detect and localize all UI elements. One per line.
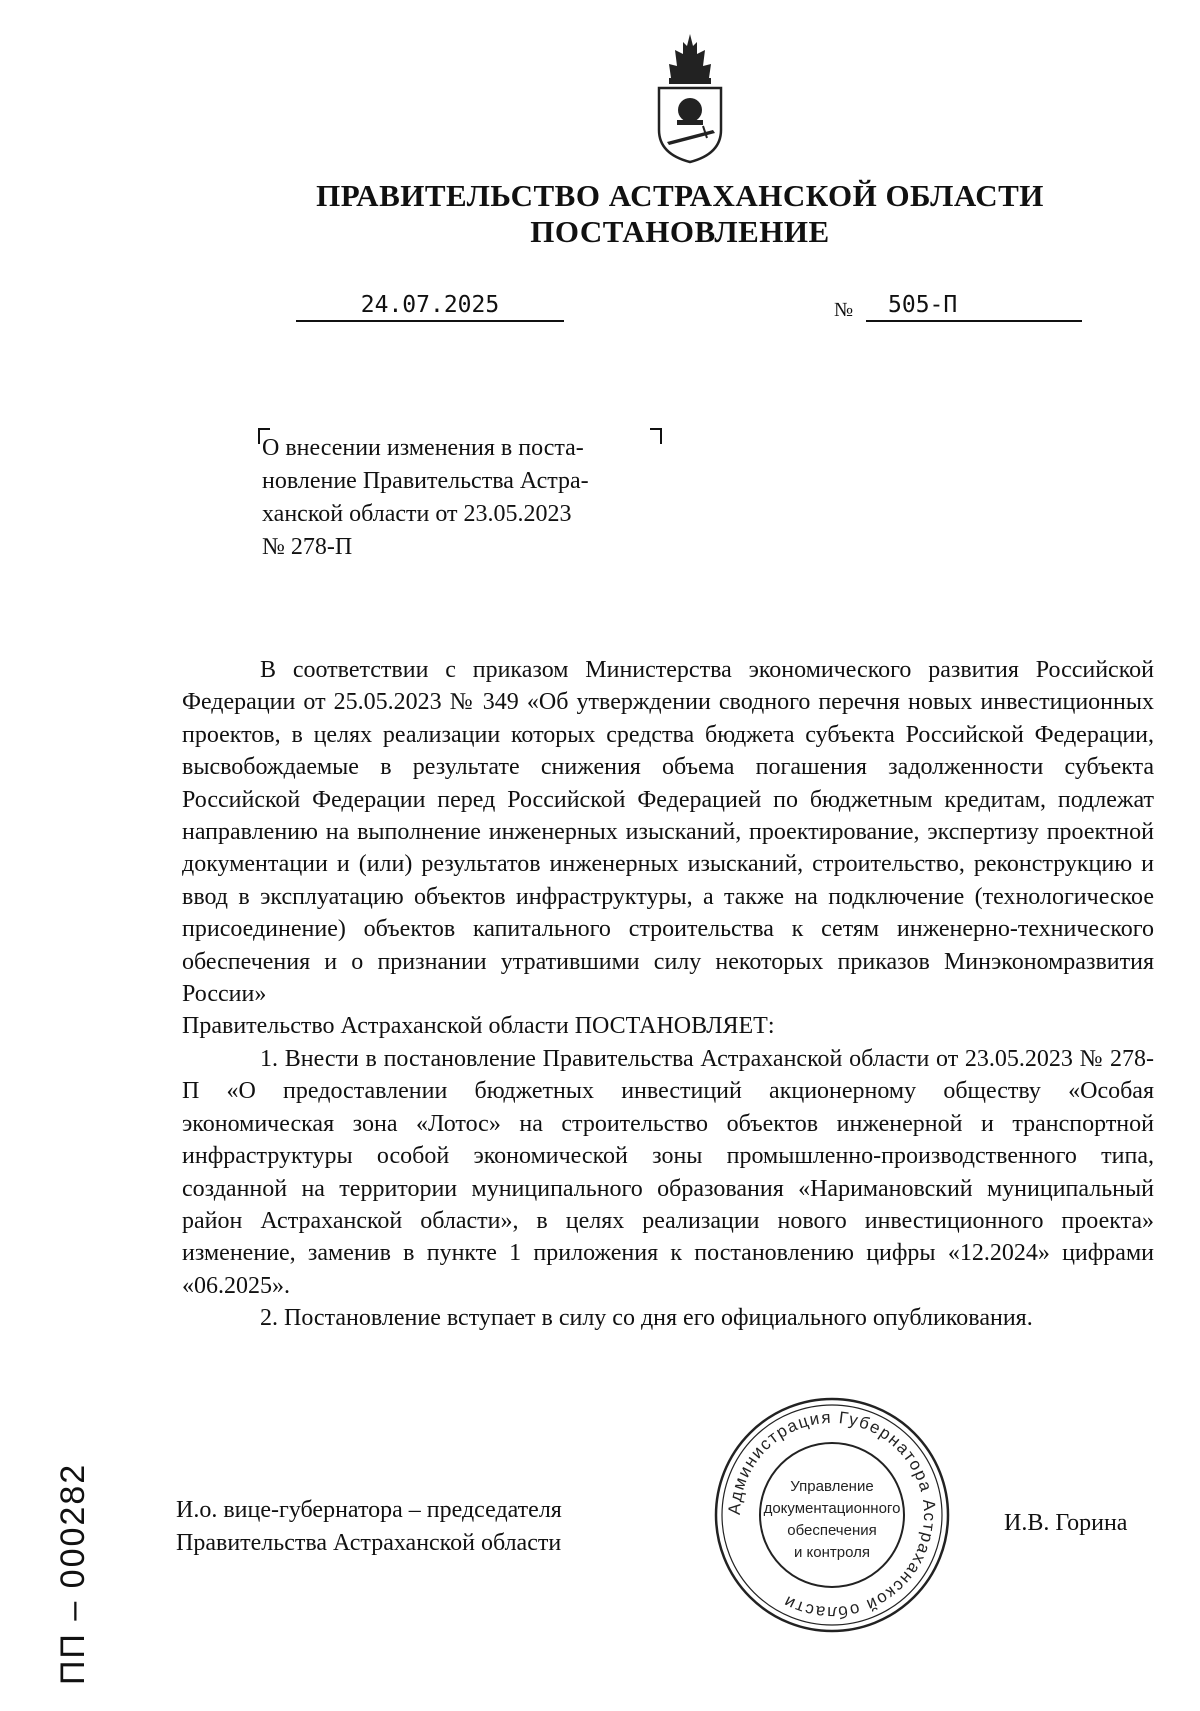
margin-registration-code	[14, 1370, 114, 1690]
seal-center-line: и контроля	[793, 1544, 871, 1561]
org-title: ПРАВИТЕЛЬСТВО АСТРАХАНСКОЙ ОБЛАСТИ	[316, 178, 1044, 213]
coat-of-arms-icon	[645, 30, 735, 165]
document-subject: О внесении изменения в поста- новление Правительства Астра- ханской области от 23.05.2023 № 278-П	[262, 435, 589, 560]
item-2-paragraph: 2. Постановление вступает в силу со дня его официального опубликования.	[260, 1305, 1033, 1332]
decree-line: Правительство Астраханской области ПОСТАНОВЛЯЕТ:	[182, 1013, 775, 1040]
seal-ring-text: Администрация Губернатора Астраханской области	[724, 1407, 940, 1623]
margin-code-text: ПП – 000282	[54, 1462, 92, 1685]
seal-center-line: обеспечения	[787, 1522, 877, 1539]
seal-center-line: документационного	[763, 1500, 901, 1517]
preamble-paragraph: В соответствии с приказом Министерства экономического развития Российской Федерации от 25.05.2023 № 349 «Об утверждении сводного перечня новых инвестиционных проектов, в целях реализации которых средства бюджета субъекта Российской Федерации, высвобождаемые в результате снижения объема погашения задолженности субъекта Российской Федерации перед Российской Федерацией по бюджетным кредитам, подлежат направлению на выполнение инженерных изысканий, проектирование, экспертизу проектной документации и (или) результатов инженерных изысканий, строительство, реконструкцию и ввод в эксплуатацию объектов инфраструктуры, а также на подключение (технологическое присоединение) объектов капитального строительства к сетям инженерно-технического обеспечения и о признании утратившими силу некоторых приказов Минэкономразвития России»	[182, 657, 1154, 1008]
number-sign: №	[834, 299, 854, 321]
seal-center-line: Управление	[790, 1478, 874, 1495]
signatory-name: И.В. Горина	[1004, 1510, 1128, 1536]
doc-type: ПОСТАНОВЛЕНИЕ	[530, 214, 830, 249]
signatory-position: И.о. вице-губернатора – председателя Правительства Астраханской области	[176, 1497, 562, 1556]
document-number: 505-П	[866, 292, 1082, 322]
document-body	[182, 654, 1154, 1335]
official-seal	[712, 1395, 952, 1635]
document-date: 24.07.2025	[296, 292, 564, 322]
item-1-paragraph: 1. Внести в постановление Правительства Астраханской области от 23.05.2023 № 278-П «О предоставлении бюджетных инвестиций акционерному обществу «Особая экономическая зона «Лотос» на строительство объектов инженерной и транспортной инфраструктуры особой экономической зоны промышленно-производственного типа, созданной на территории муниципального образования «Наримановский муниципальный район Астраханской области», в целях реализации нового инвестиционного проекта» изменение, заменив в пункте 1 приложения к постановлению цифры «12.2024» цифрами «06.2025».	[182, 1045, 1154, 1299]
